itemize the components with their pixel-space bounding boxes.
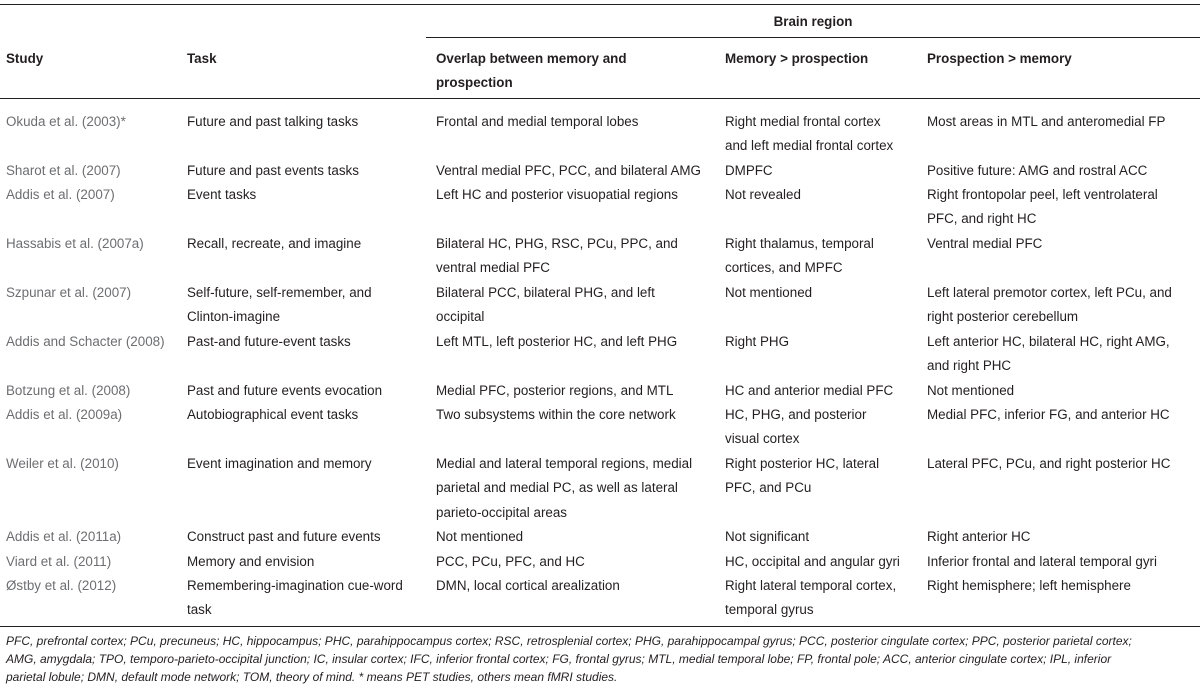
- cell-prospection-gt-memory-line: Ventral medial PFC: [927, 236, 1043, 251]
- cell-memory-gt-prospection-line: Not mentioned: [725, 285, 813, 300]
- cell-overlap-line: occipital: [436, 309, 485, 325]
- cell-overlap-line: Frontal and medial temporal lobes: [436, 114, 639, 129]
- cell-memory-gt-prospection-line: cortices, and MPFC: [725, 260, 843, 276]
- column-header-prospection-gt-memory: Prospection > memory: [927, 51, 1072, 66]
- column-header-overlap-line1: Overlap between memory and: [436, 51, 627, 66]
- cell-prospection-gt-memory-line: right posterior cerebellum: [927, 309, 1079, 325]
- cell-overlap-line: Bilateral HC, PHG, RSC, PCu, PPC, and: [436, 236, 678, 251]
- cell-memory-gt-prospection-line: visual cortex: [725, 431, 800, 447]
- cell-task-line: Future and past talking tasks: [187, 114, 359, 129]
- table-top-rule: [0, 4, 1200, 5]
- cell-memory-gt-prospection-line: and left medial frontal cortex: [725, 138, 894, 154]
- cell-task-line: Past-and future-event tasks: [187, 334, 351, 349]
- cell-prospection-gt-memory-line: Left lateral premotor cortex, left PCu, and: [927, 285, 1172, 300]
- cell-study: Weiler et al. (2010): [6, 456, 119, 471]
- cell-memory-gt-prospection-line: HC and anterior medial PFC: [725, 383, 894, 398]
- cell-memory-gt-prospection-line: Right posterior HC, lateral: [725, 456, 880, 471]
- cell-task-line: Remembering-imagination cue-word: [187, 578, 403, 593]
- cell-task-line: Event tasks: [187, 187, 257, 202]
- cell-overlap-line: Left MTL, left posterior HC, and left PHG: [436, 334, 678, 349]
- cell-overlap-line: Two subsystems within the core network: [436, 407, 676, 422]
- cell-study: Østby et al. (2012): [6, 578, 117, 593]
- cell-task-line: Construct past and future events: [187, 529, 381, 544]
- brain-region-heading: Brain region: [773, 14, 853, 29]
- cell-memory-gt-prospection-line: PFC, and PCu: [725, 480, 812, 496]
- cell-memory-gt-prospection-line: HC, PHG, and posterior: [725, 407, 867, 422]
- cell-overlap-line: Ventral medial PFC, PCC, and bilateral AMG: [436, 163, 701, 178]
- column-header-memory-gt-prospection: Memory > prospection: [725, 51, 869, 66]
- cell-study: Okuda et al. (2003)*: [6, 114, 126, 129]
- cell-study: Hassabis et al. (2007a): [6, 236, 144, 251]
- cell-study: Addis et al. (2009a): [6, 407, 123, 422]
- cell-prospection-gt-memory-line: Lateral PFC, PCu, and right posterior HC: [927, 456, 1171, 471]
- brain-region-rule: [426, 37, 1200, 38]
- cell-prospection-gt-memory-line: Left anterior HC, bilateral HC, right AMG,: [927, 334, 1170, 349]
- cell-memory-gt-prospection-line: DMPFC: [725, 163, 773, 178]
- cell-overlap-line: Not mentioned: [436, 529, 524, 544]
- footnote-line: parietal lobule; DMN, default mode network; TOM, theory of mind. * means PET studies, others mean fMRI studies.: [6, 670, 618, 685]
- cell-prospection-gt-memory-line: Right frontopolar peel, left ventrolateral: [927, 187, 1158, 202]
- cell-task-line: Future and past events tasks: [187, 163, 359, 178]
- cell-overlap-line: PCC, PCu, PFC, and HC: [436, 554, 585, 569]
- cell-study: Viard et al. (2011): [6, 554, 112, 569]
- table-footnote: [6, 632, 1196, 687]
- cell-study: Sharot et al. (2007): [6, 163, 121, 178]
- cell-memory-gt-prospection-line: Right PHG: [725, 334, 789, 349]
- cell-study: Addis et al. (2011a): [6, 529, 122, 544]
- cell-overlap-line: Medial PFC, posterior regions, and MTL: [436, 383, 674, 398]
- cell-task-line: Recall, recreate, and imagine: [187, 236, 362, 251]
- cell-overlap-line: Bilateral PCC, bilateral PHG, and left: [436, 285, 655, 300]
- cell-prospection-gt-memory-line: Right anterior HC: [927, 529, 1031, 544]
- cell-overlap-line: parieto-occipital areas: [436, 504, 567, 520]
- cell-memory-gt-prospection-line: Right medial frontal cortex: [725, 114, 881, 129]
- cell-overlap-line: parietal and medial PC, as well as lateral: [436, 480, 678, 496]
- cell-overlap-line: DMN, local cortical arealization: [436, 578, 620, 593]
- cell-task-line: Autobiographical event tasks: [187, 407, 359, 422]
- cell-memory-gt-prospection-line: Right thalamus, temporal: [725, 236, 874, 251]
- footnote-line: PFC, prefrontal cortex; PCu, precuneus; HC, hippocampus; PHC, parahippocampus cortex; RSC, retrosplenial cortex; PHG, parahippocampal gyrus; PCC, posterior cingulate cortex; PPC, posterior parietal cortex;: [6, 634, 1132, 648]
- cell-overlap-line: ventral medial PFC: [436, 260, 550, 276]
- cell-task-line: Self-future, self-remember, and: [187, 285, 372, 300]
- cell-prospection-gt-memory-line: Right hemisphere; left hemisphere: [927, 578, 1131, 593]
- cell-prospection-gt-memory-line: Positive future: AMG and rostral ACC: [927, 163, 1148, 178]
- cell-study: Botzung et al. (2008): [6, 383, 131, 398]
- cell-memory-gt-prospection-line: Not significant: [725, 529, 810, 544]
- cell-task-line: Memory and envision: [187, 554, 315, 569]
- cell-prospection-gt-memory-line: Medial PFC, inferior FG, and anterior HC: [927, 407, 1170, 422]
- cell-memory-gt-prospection-line: Right lateral temporal cortex,: [725, 578, 897, 593]
- cell-prospection-gt-memory-line: PFC, and right HC: [927, 211, 1037, 227]
- cell-prospection-gt-memory-line: and right PHC: [927, 358, 1012, 374]
- column-header-overlap-line2: prospection: [436, 75, 513, 90]
- cell-prospection-gt-memory-line: Inferior frontal and lateral temporal gyri: [927, 554, 1157, 569]
- footnote-line: AMG, amygdala; TPO, temporo-parieto-occipital junction; IC, insular cortex; IFC, inferior frontal cortex; FG, frontal gyrus; MTL, medial temporal lobe; FP, frontal pole; ACC, anterior cingulate cortex; IPL, inferior: [6, 652, 1112, 667]
- cell-prospection-gt-memory-line: Not mentioned: [927, 383, 1015, 398]
- cell-memory-gt-prospection-line: temporal gyrus: [725, 602, 814, 618]
- cell-overlap-line: Left HC and posterior visuopatial regions: [436, 187, 678, 202]
- cell-study: Addis et al. (2007): [6, 187, 115, 202]
- cell-study: Szpunar et al. (2007): [6, 285, 132, 300]
- cell-memory-gt-prospection-line: HC, occipital and angular gyri: [725, 554, 900, 569]
- cell-task-line: Event imagination and memory: [187, 456, 372, 471]
- cell-memory-gt-prospection-line: Not revealed: [725, 187, 801, 202]
- column-header-task: Task: [187, 51, 217, 66]
- cell-prospection-gt-memory-line: Most areas in MTL and anteromedial FP: [927, 114, 1166, 129]
- table-bottom-rule: [0, 626, 1200, 627]
- cell-study: Addis and Schacter (2008): [6, 334, 165, 349]
- cell-task-line: Past and future events evocation: [187, 383, 383, 398]
- cell-task-line: task: [187, 602, 212, 618]
- header-bottom-rule: [0, 98, 1200, 99]
- cell-task-line: Clinton-imagine: [187, 309, 281, 325]
- cell-overlap-line: Medial and lateral temporal regions, medial: [436, 456, 693, 471]
- column-header-study: Study: [6, 51, 44, 66]
